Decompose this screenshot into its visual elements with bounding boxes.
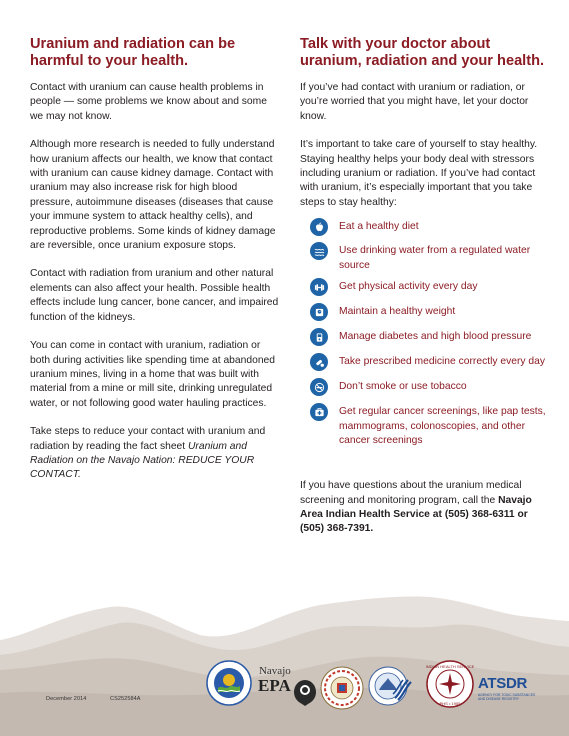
epa-seal-logo [206,660,252,706]
healthy-steps-list [300,218,552,449]
fact-sheet-title: Uranium and Radiation on the Navajo Nation: REDUCE YOUR CONTACT. [30,440,255,481]
step-text: Eat a healthy diet [339,221,419,233]
step-item [300,303,552,328]
contact-phones: (505) 368-6311 or (505) 368-7391. [300,509,528,535]
right-paragraph-1: If you’ve had contact with uranium or radiation, or you’re worried that you might have, let your doctor know. [300,82,529,122]
footer-landscape [0,585,569,736]
left-paragraph-2: Although more research is needed to fully understand how uranium affects our health, we know that contact with uranium can cause kidney damage. Contact with uranium may also increase risk for high blood pressure, autoimmune diseases (diseases that cause your immune system to attack healthy cells), and reproductive problems. Some kinds of kidney damage are reversible, once uranium exposure stops. [30,139,276,252]
pills-icon [310,353,328,371]
medical-kit-icon [310,403,328,421]
step-text: Take prescribed medicine correctly every day [339,356,546,368]
contact-paragraph [300,479,552,537]
contact-organization: Navajo Area Indian Health Service at [300,494,532,521]
left-column [30,36,282,497]
step-item [300,218,552,242]
step-text: Maintain a healthy weight [339,306,456,318]
left-heading: Uranium and radiation can be harmful to your health. [30,36,236,69]
step-text: Use drinking water from a regulated water source [339,245,531,271]
navajo-nation-seal-logo [320,666,364,710]
step-text: Manage diabetes and high blood pressure [339,331,532,343]
left-paragraph-1: Contact with uranium can cause health problems in people — some problems we know about and some we may not know. [30,82,267,122]
atsdr-wordmark: ATSDR [478,675,528,692]
atsdr-subtitle: AGENCY FOR TOXIC SUBSTANCES AND DISEASE REGISTRY [478,693,536,701]
right-column [300,36,552,551]
step-item [300,328,552,353]
right-heading: Talk with your doctor about uranium, radiation and your health. [300,36,545,69]
left-paragraph-3: Contact with radiation from uranium and other natural elements can also affect your health. Possible health effects include lung cancer, bone cancer, and impaired function of the kidneys. [30,268,279,323]
right-paragraph-2: It’s important to take care of yourself to stay healthy. Staying healthy helps your body deal with stressors including uranium or radiation. If you’ve had contact with uranium, it’s especially important that you take steps to stay healthy: [300,139,538,208]
no-smoking-icon [310,378,328,396]
document-code: CS252584A [110,696,141,702]
atsdr-logo [478,676,536,701]
apple-icon [310,218,328,236]
glucose-meter-icon [310,328,328,346]
ihs-seal-text: INDIAN HEALTH SERVICE [426,664,474,669]
hhs-logo [392,676,412,702]
step-item [300,378,552,403]
navajo-epa-logo [258,666,291,694]
left-paragraph-5 [30,425,282,483]
navajo-epa-emblem [292,676,318,706]
water-icon [310,242,328,260]
navajo-epa-line-1: Navajo [258,665,291,677]
left-paragraph-5-text: Take steps to reduce your contact with uranium and radiation by reading the fact sheet [30,426,266,452]
step-item [300,278,552,303]
date-label: December 2014 [46,696,87,702]
step-text: Don’t smoke or use tobacco [339,381,467,393]
ihs-seal-logo [426,660,474,708]
contact-text: If you have questions about the uranium medical screening and monitoring program, call the [300,480,522,506]
dumbbell-icon [310,278,328,296]
step-item [300,403,552,449]
step-item [300,242,552,278]
scale-icon [310,303,328,321]
step-text: Get physical activity every day [339,281,478,293]
navajo-epa-line-2: EPA [258,676,291,695]
step-item [300,353,552,378]
step-text: Get regular cancer screenings, like pap tests, mammograms, colonoscopies, and other cancer screenings [339,406,546,447]
left-paragraph-4: You can come in contact with uranium, radiation or both during activities like spending time at abandoned uranium mines, living in a home that was built with material from a mine or mill site, drinking unregulated water, or not following good water hauling practices. [30,340,275,409]
ihs-seal-year: PHS • 1955 [439,701,461,706]
mountains-illustration [0,585,569,736]
